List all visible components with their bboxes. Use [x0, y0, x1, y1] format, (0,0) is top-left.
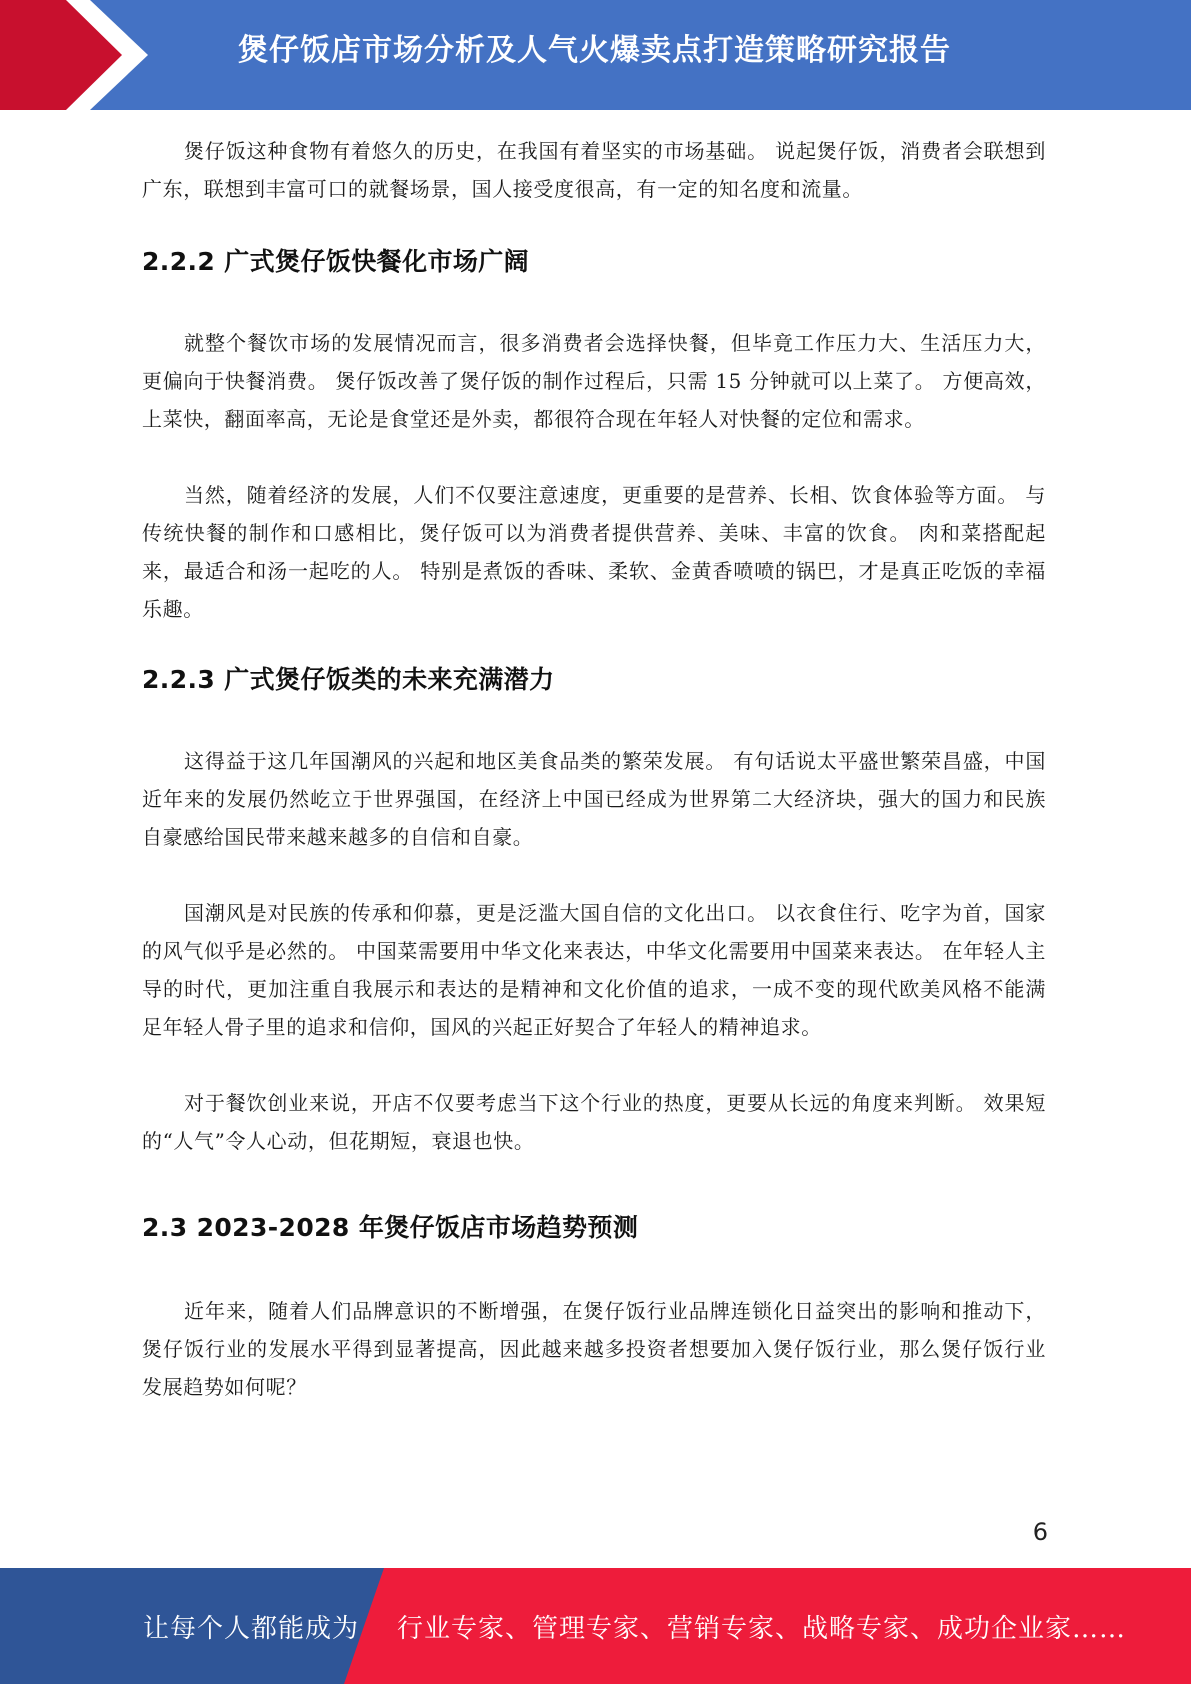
paragraph-history: 煲仔饭这种食物有着悠久的历史，在我国有着坚实的市场基础。 说起煲仔饭，消费者会联想到广东，联想到丰富可口的就餐场景，国人接受度很高，有一定的知名度和流量。	[142, 139, 1046, 201]
paragraph-fast-food: 就整个餐饮市场的发展情况而言，很多消费者会选择快餐，但毕竟工作压力大、生活压力大，更偏向于快餐消费。 煲仔饭改善了煲仔饭的制作过程后，只需 15 分钟就可以上菜了。 方便高效，上菜快，翻面率高，无论是食堂还是外卖，都很符合现在年轻人对快餐的定位和需求。	[142, 331, 1046, 431]
page-header-banner	[0, 0, 1191, 110]
main-content	[142, 132, 1046, 1406]
paragraph-guochao-rise: 这得益于这几年国潮风的兴起和地区美食品类的繁荣发展。 有句话说太平盛世繁荣昌盛，中国近年来的发展仍然屹立于世界强国，在经济上中国已经成为世界第二大经济块，强大的国力和民族自豪感给国民带来越来越多的自信和自豪。	[142, 749, 1046, 849]
footer-slogan-left: 让每个人都能成为	[143, 1614, 360, 1644]
section-heading-2-2-2: 2.2.2 广式煲仔饭快餐化市场广阔	[142, 247, 530, 276]
paragraph-trend-forecast: 近年来，随着人们品牌意识的不断增强，在煲仔饭行业品牌连锁化日益突出的影响和推动下，煲仔饭行业的发展水平得到显著提高，因此越来越多投资者想要加入煲仔饭行业，那么煲仔饭行业发展趋势如何呢？	[142, 1299, 1046, 1399]
section-heading-2-2-3: 2.2.3 广式煲仔饭类的未来充满潜力	[142, 665, 555, 694]
paragraph-nutrition: 当然，随着经济的发展，人们不仅要注意速度，更重要的是营养、长相、饮食体验等方面。 与传统快餐的制作和口感相比，煲仔饭可以为消费者提供营养、美味、丰富的饮食。 肉和菜搭配起来，最适合和汤一起吃的人。 特别是煮饭的香味、柔软、金黄香喷喷的锅巴，才是真正吃饭的幸福乐趣。	[142, 483, 1046, 621]
section-heading-2-3: 2.3 2023-2028 年煲仔饭店市场趋势预测	[142, 1213, 639, 1242]
page-footer-banner	[0, 1568, 1191, 1684]
paragraph-guochao-culture: 国潮风是对民族的传承和仰慕，更是泛滥大国自信的文化出口。 以衣食住行、吃字为首，国家的风气似乎是必然的。 中国菜需要用中华文化来表达，中华文化需要用中国菜来表达。 在年轻人主导的时代，更加注重自我展示和表达的是精神和文化价值的追求，一成不变的现代欧美风格不能满足年轻人骨子里的追求和信仰，国风的兴起正好契合了年轻人的精神追求。	[142, 901, 1046, 1039]
footer-slogan-right: 行业专家、管理专家、营销专家、战略专家、成功企业家……	[397, 1614, 1127, 1644]
paragraph-entrepreneurship: 对于餐饮创业来说，开店不仅要考虑当下这个行业的热度，更要从长远的角度来判断。 效果短的“人气”令人心动，但花期短，衰退也快。	[142, 1091, 1046, 1153]
page-number: 6	[1032, 1518, 1048, 1546]
report-title: 煲仔饭店市场分析及人气火爆卖点打造策略研究报告	[238, 33, 951, 68]
